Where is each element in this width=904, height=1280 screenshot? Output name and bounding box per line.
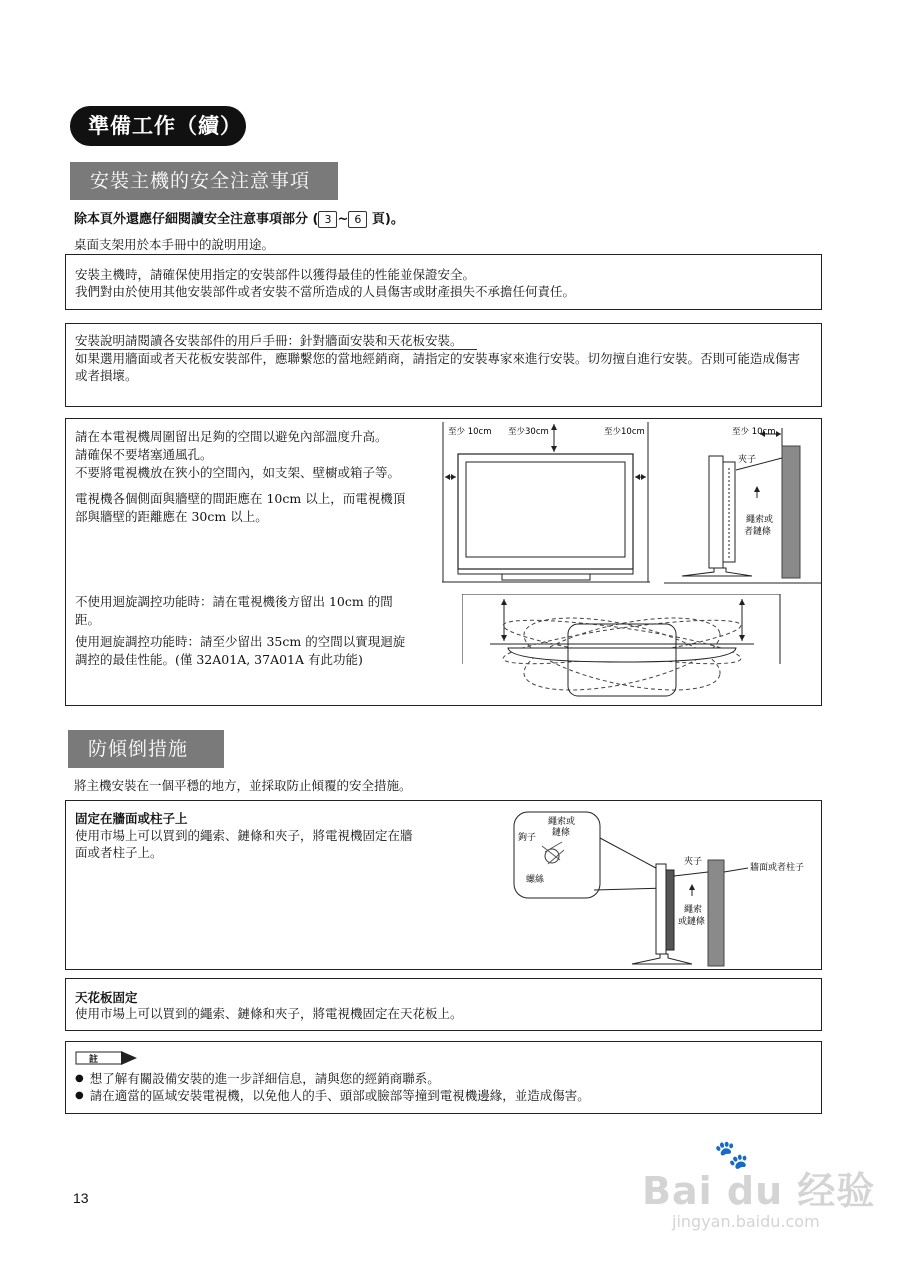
wall-fix-diagram — [512, 808, 820, 968]
bullet-icon: ● — [75, 1090, 84, 1101]
wall-label-clip: 夾子 — [684, 857, 703, 867]
box3-p2: 請確保不要堵塞通風孔。 — [75, 447, 213, 462]
box2-line2: 如果選用牆面或者天花板安裝部件，應聯繫您的當地經銷商，請指定的安裝專家來進行安裝。切勿擅自進行安裝。否則可能造成傷害或者損壞。 — [75, 351, 801, 383]
intro-tilde: ~ — [337, 212, 349, 227]
side-label-clip: 夾子 — [738, 455, 757, 465]
tv-front-stand — [502, 574, 590, 580]
wall-post — [708, 860, 724, 966]
bullet-icon: ● — [75, 1073, 84, 1084]
zoom-label-hook: 鉤子 — [518, 833, 537, 843]
wall-fix-body: 使用市場上可以買到的繩索、鏈條和夾子，將電視機固定在牆面或者柱子上。 — [75, 828, 413, 860]
swivel-diagram — [462, 594, 782, 698]
note-item-2 — [75, 1087, 590, 1104]
stand-note: 桌面支架用於本手冊中的說明用途。 — [74, 237, 275, 252]
side-wall — [782, 446, 800, 578]
note-item-1 — [75, 1070, 440, 1087]
section-title-tip: 防傾倒措施 — [68, 730, 224, 768]
side-label-top: 至少 10cm — [732, 427, 776, 437]
zoom-label-screw: 螺絲 — [526, 875, 545, 885]
note-tag — [75, 1050, 139, 1065]
intro-prefix: 除本頁外還應仔細閱讀安全注意事項部分 ( — [74, 212, 319, 227]
section-title-safety: 安裝主機的安全注意事項 — [70, 162, 338, 200]
front-label-right: 至少10cm — [604, 427, 645, 437]
front-label-top: 至少30cm — [508, 427, 549, 437]
tv-side-body — [709, 456, 723, 568]
box3-p4: 電視機各個側面與牆壁的間距應在 10cm 以上，而電視機頂部與牆壁的距離應在 30cm 以上。 — [75, 491, 406, 524]
box3-p3: 不要將電視機放在狹小的空間內，如支架、壁櫥或箱子等。 — [75, 465, 401, 480]
box3-p6: 使用迴旋調控功能時：請至少留出 35cm 的空間以實現迴旋調控的最佳性能。(僅 32A01A, 37A01A 有此功能) — [75, 634, 406, 667]
note-item-text: 想了解有關設備安裝的進一步詳細信息，請與您的經銷商聯系。 — [89, 1071, 440, 1086]
tv-side-profile — [656, 864, 666, 954]
zoom-label-rope: 繩索或鏈條 — [548, 817, 576, 838]
wall-fix-heading: 固定在牆面或柱子上 — [75, 811, 188, 826]
page-ref-from: 3 — [318, 211, 337, 228]
front-clearance-diagram — [442, 422, 652, 584]
tv-front-frame — [458, 454, 633, 569]
page-title: 準備工作（續） — [70, 106, 246, 146]
tip-intro: 將主機安裝在一個平穩的地方，並採取防止傾覆的安全措施。 — [74, 778, 412, 793]
safety-intro — [74, 211, 404, 229]
note-tag-label: 註 — [89, 1055, 99, 1065]
watermark-brand: 🐾 Bai du 经验 — [642, 1138, 876, 1213]
note-arrow-icon — [75, 1051, 139, 1065]
side-clearance-diagram — [664, 418, 822, 584]
wall-label-wall: 牆面或者柱子 — [750, 863, 805, 873]
paw-icon: 🐾 — [714, 1138, 750, 1171]
front-label-left: 至少 10cm — [448, 427, 492, 437]
swivel-base — [508, 648, 736, 662]
ceiling-fix-heading: 天花板固定 — [75, 990, 138, 1005]
safety-box-2 — [65, 323, 822, 407]
ceiling-fix-box — [65, 978, 822, 1031]
page-number: 13 — [73, 1190, 89, 1206]
box2-line1: 安裝說明請閱讀各安裝部件的用戶手冊：針對牆面安裝和天花板安裝。 — [75, 332, 477, 350]
box3-p1: 請在本電視機周圍留出足夠的空間以避免內部溫度升高。 — [75, 429, 388, 444]
box1-line1: 安裝主機時，請確保使用指定的安裝部件以獲得最佳的性能並保證安全。 — [75, 267, 476, 282]
ceiling-fix-body: 使用市場上可以買到的繩索、鏈條和夾子，將電視機固定在天花板上。 — [75, 1006, 463, 1021]
wall-label-rope: 繩索或鏈條 — [678, 905, 706, 927]
note-box — [65, 1041, 822, 1114]
page-ref-to: 6 — [348, 211, 367, 228]
box3-p5: 不使用迴旋調控功能時：請在電視機後方留出 10cm 的間距。 — [75, 594, 393, 627]
safety-box-1 — [65, 254, 822, 310]
side-label-rope: 繩索或者鏈條 — [744, 515, 774, 537]
watermark-url: jingyan.baidu.com — [672, 1212, 820, 1231]
box1-line2: 我們對由於使用其他安裝部件或者安裝不當所造成的人員傷害或財產損失不承擔任何責任。 — [75, 284, 576, 299]
tv-side-stand — [682, 568, 752, 576]
note-item-text: 請在適當的區域安裝電視機，以免他人的手、頭部或臉部等撞到電視機邊緣，並造成傷害。 — [89, 1088, 590, 1103]
intro-suffix: 頁)。 — [367, 212, 404, 227]
